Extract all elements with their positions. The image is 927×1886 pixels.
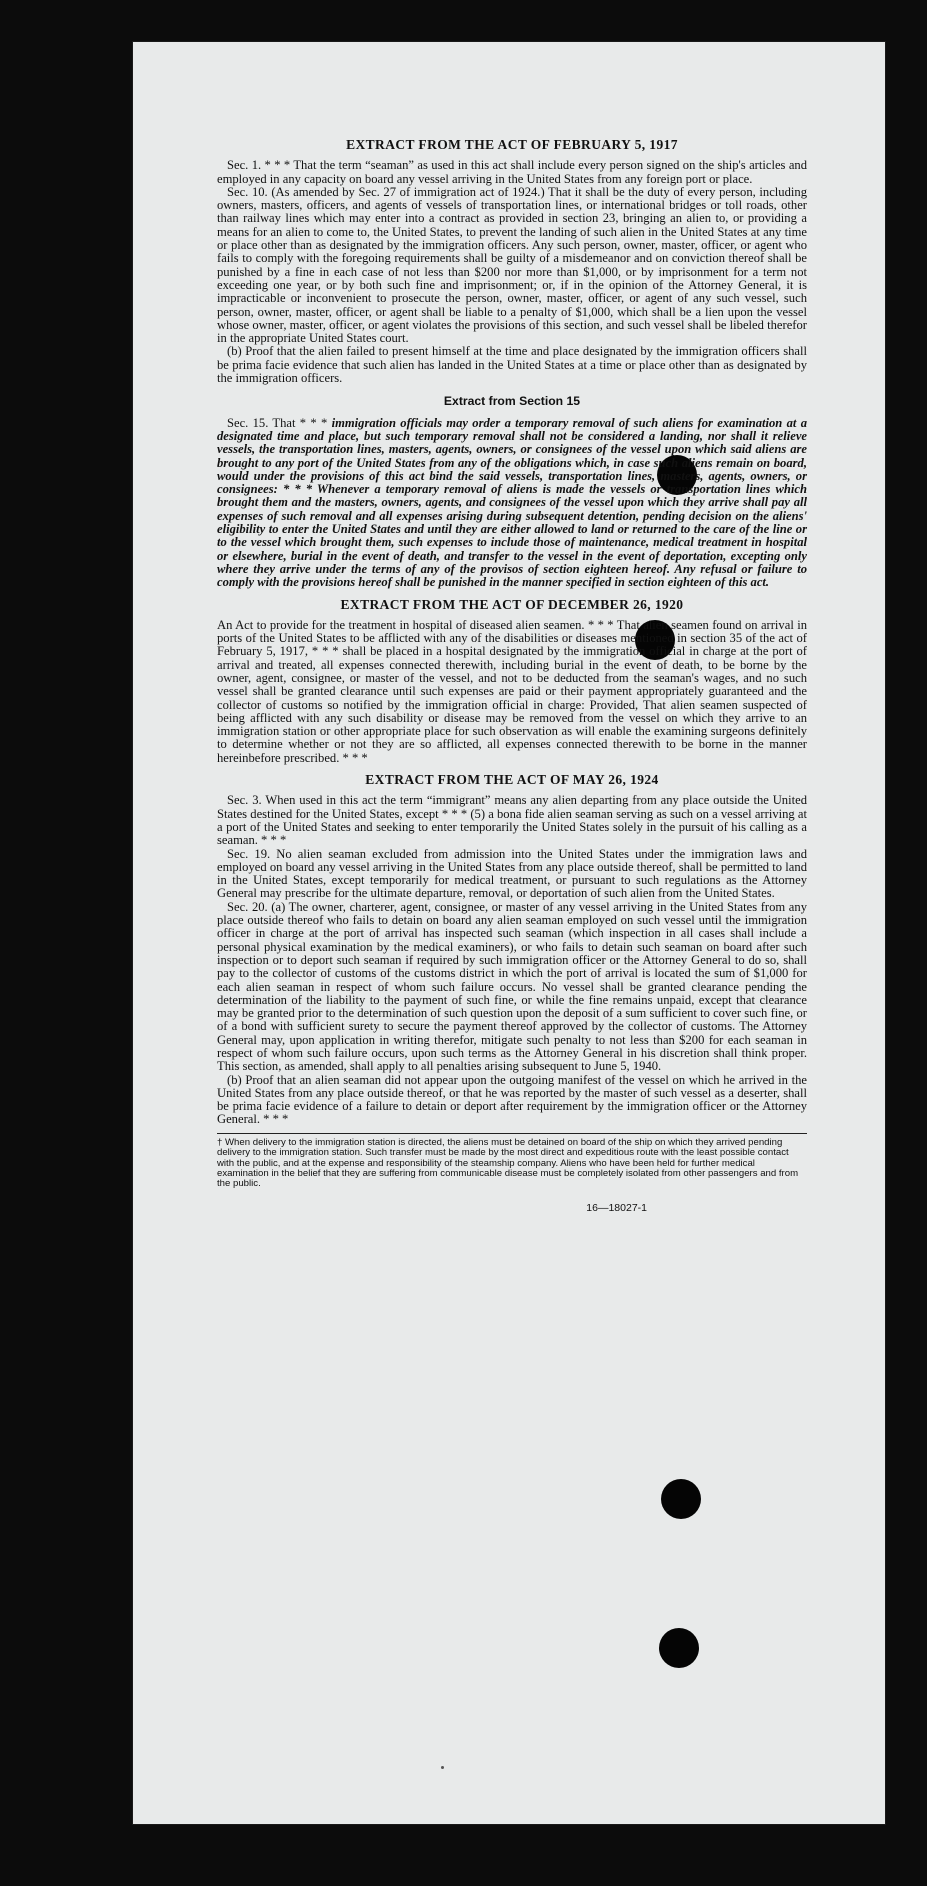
document-body (217, 138, 807, 1215)
sec-19-paragraph: Sec. 19. No alien seaman excluded from admission into the United States under the immigration laws and employed on board any vessel arriving in the United States from any place outside thereof, shall be permitted to land in the United States, except temporarily for medical treatment, or pursuant to such regulations as the Attorney General may prescribe for the ultimate departure, removal, or deportation of such alien from the United States. (217, 846, 807, 901)
sec-10b-paragraph: (b) Proof that the alien failed to present himself at the time and place designated by the immigration officers shall be prima facie evidence that such alien has landed in the United States at a time or place other than as designated by the immigration officers. (217, 344, 807, 386)
sec-15-paragraph (217, 417, 807, 590)
sec-3-paragraph: Sec. 3. When used in this act the term “immigrant” means any alien departing from any place outside the United States destined for the United States, except * * * (5) a bona fide alien seaman serving as such on a vessel arriving at a port of the United States and seeking to enter temporarily the United States solely in the pursuit of his calling as a seaman. * * * (217, 793, 807, 848)
footnote: † When delivery to the immigration station is directed, the aliens must be detained on board of the ship on which they arrived pending delivery to the immigration station. Such transfer must be made by the most direct and expeditious route with the least possible contact with the public, and at the expense and responsibility of the steamship company. Aliens who have been held for further medical examination in the belief that they are suffering from communicable disease must be completely isolated from other passengers and from the public. (217, 1133, 807, 1190)
sec-20b-paragraph: (b) Proof that an alien seaman did not appear upon the outgoing manifest of the vessel on which he arrived in the United States from any place outside thereof, or that he was reported by the master of such vessel as a deserter, shall be prima facie evidence of a failure to detain or deport after requirement by the immigration officer or the Attorney General. * * * (217, 1072, 807, 1127)
sec-1-paragraph: Sec. 1. * * * That the term “seaman” as used in this act shall include every person signed on the ship's articles and employed in any capacity on board any vessel arriving in the United States from any foreign port or place. (217, 158, 807, 186)
punch-hole (661, 1479, 701, 1519)
punch-hole (659, 1628, 699, 1668)
form-number: 16—18027-1 (586, 1201, 647, 1214)
sec-20a-paragraph: Sec. 20. (a) The owner, charterer, agent, consignee, or master of any vessel arriving in the United States from any place outside thereof who fails to detain on board any alien seaman employed on such vessel until the immigration officer in charge at the port of arrival has inspected such seaman (which inspection in all cases shall include a personal physical examination by the medical examiners), or who fails to detain such seaman on board after such inspection or to deport such seaman if required by such immigration officer or the Attorney General to do so, shall pay to the collector of customs of the customs district in which the port of arrival is located the sum of $1,000 for each alien seaman in respect of whom such failure occurs. No vessel shall be granted clearance pending the determination of the liability to the payment of such fine, or while the fine remains unpaid, except that clearance may be granted prior to the determination of such question upon the deposit of a sum sufficient to cover such fine, or of a bond with sufficient surety to secure the payment thereof approved by the collector of customs. The Attorney General may, upon application in writing therefor, mitigate such penalty to not less than $200 for each seaman in respect of whom such failure occurs, upon such terms as the Attorney General in his discretion shall think proper. This section, as amended, shall apply to all penalties arising subsequent to June 5, 1940. (217, 899, 807, 1074)
heading-act-feb-1917: EXTRACT FROM THE ACT OF FEBRUARY 5, 1917 (346, 137, 678, 152)
dec-1920-paragraph: An Act to provide for the treatment in hospital of diseased alien seamen. * * * That alien seamen found on arrival in ports of the United States to be afflicted with any of the disabilities or diseases mentioned in section 35 of the act of February 5, 1917, * * * shall be placed in a hospital designated by the immigration official in charge at the port of arrival and treated, all expenses connected therewith, including burial in the event of death, to be borne by the owner, agent, consignee, or master of the vessel, and not to be deducted from the seaman's wages, and no such vessel shall be granted clearance until such expenses are paid or their payment appropriately guaranteed and the collector of customs so notified by the immigration official in charge: Provided, That alien seamen suspected of being afflicted with any such disability or disease may be removed from the vessel on which they arrive to an immigration station or other appropriate place for such observation as will enable the examining surgeons definitely to determine whether or not they are so afflicted, all expenses connected therewith to be borne in the manner hereinbefore prescribed. * * * (217, 617, 807, 765)
document-page (133, 42, 885, 1824)
sec-15-italic-text: immigration officials may order a temporary removal of such aliens for examination at a designated time and place, but such temporary removal shall not be considered a landing, nor shall it relieve vessels, the transportation lines, masters, agents, owners, or consignees of the vessel upon which said aliens are brought to any port of the United States from any of the obligations which, in case such aliens remain on board, would under the provisions of this act bind the said vessels, transportation lines, masters, agents, owners, or consignees: * * * Whenever a temporary removal of aliens is made the vessels or transportation lines which brought them and the masters, owners, agents, and consignees of the vessel upon which they arrive shall pay all expenses of such removal and all expenses arising during subsequent detention, pending decision on the aliens' eligibility to enter the United States and until they are either allowed to land or returned to the care of the line or to the vessel which brought them, such expenses to include those of maintenance, medical treatment in hospital or elsewhere, burial in the event of death, and transfer to the vessel in the event of deportation, excepting only where they arrive under the terms of any of the provisos of section eighteen hereof. Any refusal or failure to comply with the provisions hereof shall be punished in the manner specified in section eighteen of this act. (217, 415, 807, 590)
heading-act-may-1924: EXTRACT FROM THE ACT OF MAY 26, 1924 (365, 772, 659, 788)
sec-10-paragraph: Sec. 10. (As amended by Sec. 27 of immigration act of 1924.) That it shall be the duty of every person, including owners, masters, officers, and agents of vessels of transportation lines, or international bridges or toll roads, other than railway lines which may enter into a contract as provided in section 23, bringing an alien to, or providing a means for an alien to come to, the United States, to prevent the landing of such alien in the United States at any time or place other than as designated by the immigration officers. Any such person, owner, master, officer, or agent who fails to comply with the foregoing requirements shall be guilty of a misdemeanor and on conviction thereof shall be punished by a fine in each case of not less than $200 nor more than $1,000, or by imprisonment for a term not exceeding one year, or by both such fine and imprisonment; or, if in the opinion of the Attorney General, it is impracticable or inconvenient to prosecute the person, owner, master, officer, or agent of any such vessel, such person, owner, master, officer, or agent shall be liable to a penalty of $1,000, which shall be a lien upon the vessel whose owner, master, officer, or agent violates the provisions of this section, and such vessel shall be libeled therefor in the appropriate United States court. (217, 184, 807, 346)
sec-15-lead: Sec. 15. That * * * (227, 415, 328, 430)
heading-section-15: Extract from Section 15 (443, 394, 581, 409)
speck (441, 1766, 444, 1769)
heading-act-dec-1920: EXTRACT FROM THE ACT OF DECEMBER 26, 1920 (340, 596, 684, 612)
